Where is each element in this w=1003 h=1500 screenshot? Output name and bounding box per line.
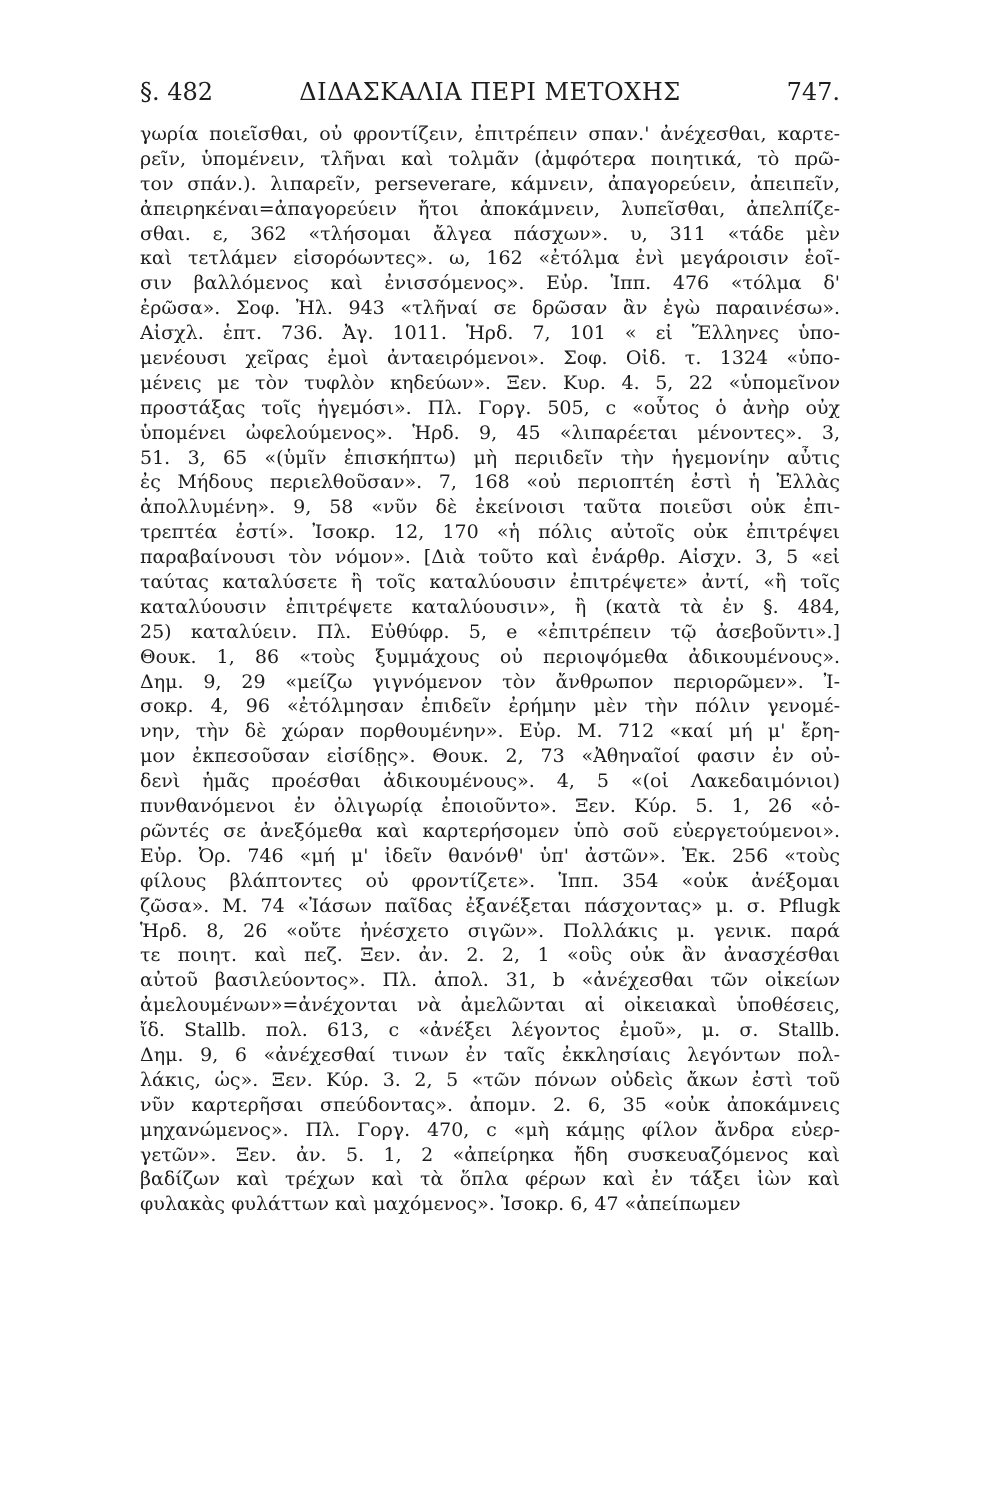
text-line: Ἡρδ. 8, 26 «οὔτε ἠνέσχετο σιγῶν». Πολλάκις μ. γενικ. παρά (140, 919, 840, 942)
text-line: ἐρῶσα». Σοφ. Ἠλ. 943 «τλῆναί σε δρῶσαν ἂν ἐγὼ παραινέσω». (140, 297, 840, 320)
text-line: Αἰσχλ. ἑπτ. 736. Ἀγ. 1011. Ἡρδ. 7, 101 « εἰ Ἕλληνες ὑπο- (140, 322, 840, 345)
running-header (140, 74, 840, 110)
text-line: Θουκ. 1, 86 «τοὺς ξυμμάχους οὐ περιοψόμεθα ἀδικουμένους». (140, 645, 840, 668)
text-line: ἀπειρηκέναι=ἀπαγορεύειν ἤτοι ἀποκάμνειν, λυπεῖσθαι, ἀπελπίζε- (140, 197, 840, 220)
running-title: ΔΙΔΑΣΚΑΛΙΑ ΠΕΡΙ ΜΕΤΟΧΗΣ (299, 78, 681, 106)
text-line: ἴδ. Stallb. πολ. 613, c «ἀνέξει λέγοντος ἐμοῦ», μ. σ. Stallb. (140, 1019, 840, 1042)
text-line: σιν βαλλόμενος καὶ ἐνισσόμενος». Εὐρ. Ἱππ. 476 «τόλμα δ' (140, 272, 840, 295)
text-line: ἀμελουμένων»=ἀνέχονται νὰ ἀμελῶνται αἱ οἰκειακαὶ ὑποθέσεις, (140, 994, 840, 1017)
text-line: 25) καταλύειν. Πλ. Εὐθύφρ. 5, e «ἐπιτρέπειν τῷ ἀσεβοῦντι».] (140, 620, 840, 643)
text-line: γωρία ποιεῖσθαι, οὐ φροντίζειν, ἐπιτρέπειν σπαν.' ἀνέχεσθαι, καρτε- (140, 123, 840, 145)
text-line: ρεῖν, ὑπομένειν, τλῆναι καὶ τολμᾶν (ἀμφότερα ποιητικά, τὸ πρῶ- (140, 147, 840, 170)
text-line: λάκις, ὡς». Ξεν. Κύρ. 3. 2, 5 «τῶν πόνων οὐδεὶς ἄκων ἐστὶ τοῦ (140, 1068, 840, 1091)
text-line: ἐς Μήδους περιελθοῦσαν». 7, 168 «οὐ περιοπτέη ἐστὶ ἡ Ἑλλὰς (140, 471, 840, 494)
text-line: φίλους βλάπτοντες οὐ φροντίζετε». Ἱππ. 354 «οὐκ ἀνέξομαι (140, 869, 840, 892)
text-line: παραβαίνουσι τὸν νόμον». [Διὰ τοῦτο καὶ ἐνάρθρ. Αἰσχν. 3, 5 «εἰ (140, 546, 840, 569)
text-line: πυνθανόμενοι ἐν ὀλιγωρίᾳ ἐποιοῦντο». Ξεν. Κύρ. 5. 1, 26 «ὁ- (140, 795, 840, 818)
text-line: νην, τὴν δὲ χώραν πορθουμένην». Εὐρ. Μ. 712 «καί μή μ' ἔρη- (140, 720, 840, 743)
text-line: Δημ. 9, 29 «μείζω γιγνόμενον τὸν ἄνθρωπον περιορῶμεν». Ἰ- (140, 670, 840, 693)
body-text (140, 122, 840, 1217)
text-line: ἀπολλυμένη». 9, 58 «νῦν δὲ ἐκείνοισι ταῦτα ποιεῦσι οὐκ ἐπι- (140, 496, 840, 519)
text-line: μένεις με τὸν τυφλὸν κηδεύων». Ξεν. Κυρ. 4. 5, 22 «ὑπομεῖνον (140, 371, 840, 394)
text-line: μον ἐκπεσοῦσαν εἰσίδῃς». Θουκ. 2, 73 «Ἀθηναῖοί φασιν ἐν οὐ- (140, 745, 840, 768)
text-line: ταύτας καταλύσετε ἢ τοῖς καταλύουσιν ἐπιτρέψετε» ἀντί, «ἢ τοῖς (140, 571, 840, 594)
text-line: καταλύουσιν ἐπιτρέψετε καταλύουσιν», ἢ (κατὰ τὰ ἐν §. 484, (140, 595, 840, 618)
text-line: φυλακὰς φυλάττων καὶ μαχόμενος». Ἰσοκρ. 6, 47 «ἀπείπωμεν (140, 1193, 741, 1216)
text-line: τε ποιητ. καὶ πεζ. Ξεν. ἀν. 2. 2, 1 «οὓς οὐκ ἂν ἀνασχέσθαι (140, 944, 840, 967)
text-line: 51. 3, 65 «(ὑμῖν ἐπισκήπτω) μὴ περιιδεῖν τὴν ἡγεμονίην αὖτις (140, 446, 840, 469)
text-line: ὑπομένει ὠφελούμενος». Ἡρδ. 9, 45 «λιπαρέεται μένοντες». 3, (140, 421, 840, 444)
text-line: Δημ. 9, 6 «ἀνέχεσθαί τινων ἐν ταῖς ἐκκλησίαις λεγόντων πολ- (140, 1043, 840, 1066)
text-line: βαδίζων καὶ τρέχων καὶ τὰ ὅπλα φέρων καὶ ἐν τάξει ἰὼν καὶ (140, 1168, 840, 1191)
book-page (140, 0, 840, 1500)
text-line: δενὶ ἡμᾶς προέσθαι ἀδικουμένους». 4, 5 «(οἱ Λακεδαιμόνιοι) (140, 770, 840, 793)
text-line: προστάξας τοῖς ἡγεμόσι». Πλ. Γοργ. 505, c «οὗτος ὁ ἀνὴρ οὐχ (140, 396, 840, 419)
text-line: καὶ τετλάμεν εἰσορόωντες». ω, 162 «ἐτόλμα ἐνὶ μεγάροισιν ἑοῖ- (140, 247, 840, 270)
text-line: ζῶσα». Μ. 74 «Ἰάσων παῖδας ἐξανέξεται πάσχοντας» μ. σ. Pflugk (140, 894, 840, 917)
text-line: μηχανώμενος». Πλ. Γοργ. 470, c «μὴ κάμῃς φίλον ἄνδρα εὐερ- (140, 1118, 840, 1141)
text-line: μενέουσι χεῖρας ἐμοὶ ἀνταειρόμενοι». Σοφ. Οἰδ. τ. 1324 «ὑπο- (140, 347, 840, 370)
text-line: σθαι. ε, 362 «τλήσομαι ἄλγεα πάσχων». υ, 311 «τάδε μὲν (140, 222, 840, 245)
text-line: αὐτοῦ βασιλεύοντος». Πλ. ἀπολ. 31, b «ἀνέχεσθαι τῶν οἰκείων (140, 969, 840, 992)
text-line: νῦν καρτερῆσαι σπεύδοντας». ἀπομν. 2. 6, 35 «οὐκ ἀποκάμνεις (140, 1093, 840, 1116)
text-line: τον σπάν.). λιπαρεῖν, perseverare, κάμνειν, ἀπαγορεύειν, ἀπειπεῖν, (140, 172, 840, 195)
section-number: §. 482 (140, 78, 214, 106)
page-number: 747. (786, 78, 840, 106)
text-line: τρεπτέα ἐστί». Ἰσοκρ. 12, 170 «ἡ πόλις αὐτοῖς οὐκ ἐπιτρέψει (140, 521, 840, 544)
text-line: ρῶντές σε ἀνεξόμεθα καὶ καρτερήσομεν ὑπὸ σοῦ εὐεργετούμενοι». (140, 819, 840, 842)
text-line: σοκρ. 4, 96 «ἐτόλμησαν ἐπιδεῖν ἐρήμην μὲν τὴν πόλιν γενομέ- (140, 695, 840, 718)
text-line: Εὐρ. Ὀρ. 746 «μή μ' ἰδεῖν θανόνθ' ὑπ' ἀστῶν». Ἐκ. 256 «τοὺς (140, 844, 840, 867)
text-line: γετῶν». Ξεν. ἀν. 5. 1, 2 «ἀπείρηκα ἤδη συσκευαζόμενος καὶ (140, 1143, 840, 1166)
